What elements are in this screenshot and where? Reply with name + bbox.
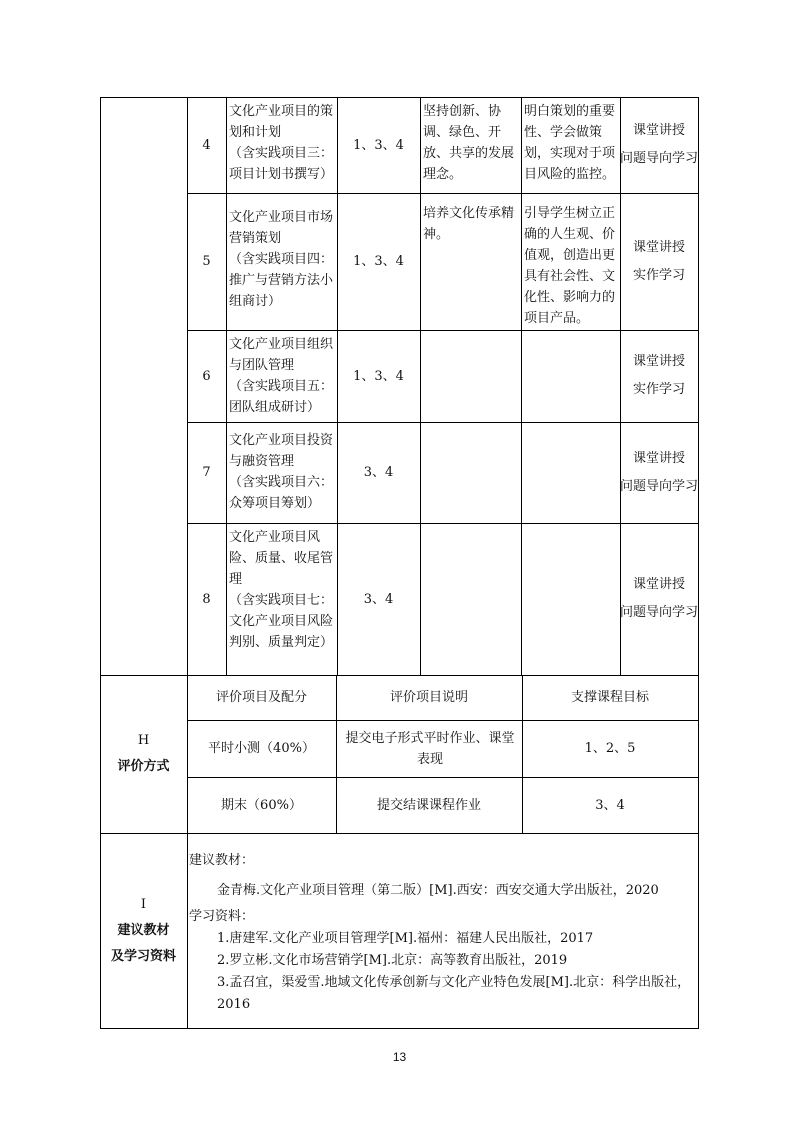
row-ideology: 坚持创新、协调、绿色、开放、共享的发展理念。 bbox=[423, 104, 515, 182]
eval-targets: 3、4 bbox=[595, 797, 625, 813]
row-ideology: 培养文化传承精神。 bbox=[423, 206, 515, 242]
row-method: 课堂讲授 问题导向学习 bbox=[620, 123, 699, 166]
row-method: 课堂讲授 实作学习 bbox=[632, 354, 685, 397]
evaluation-title: 评价方式 bbox=[117, 759, 170, 774]
textbook-heading: 建议教材： bbox=[189, 853, 255, 868]
row-requirement: 引导学生树立正确的人生观、价值观，创造出更具有社会性、文化性、影响力的项目产品。 bbox=[524, 206, 616, 326]
materials-content bbox=[187, 850, 698, 1016]
row-topic: 文化产业项目组织与团队管理 （含实践项目五：团队组成研讨） bbox=[229, 337, 334, 415]
eval-item: 期末（60%） bbox=[221, 797, 302, 813]
row-method: 课堂讲授 实作学习 bbox=[632, 239, 685, 283]
row-topic: 文化产业项目风险、质量、收尾管理 （含实践项目七：文化产业项目风险判别、质量判定） bbox=[229, 530, 334, 650]
row-method: 课堂讲授 问题导向学习 bbox=[620, 450, 699, 494]
table-bottom-border bbox=[100, 1028, 699, 1029]
eval-header-targets: 支撑课程目标 bbox=[570, 690, 649, 705]
row-number: 5 bbox=[202, 254, 211, 269]
section-line bbox=[100, 833, 699, 834]
textbook-entry: 金青梅.文化产业项目管理（第二版）[M].西安：西安交通大学出版社，2020 bbox=[217, 883, 659, 898]
eval-desc: 提交电子形式平时作业、课堂表现 bbox=[345, 730, 515, 767]
materials-label bbox=[100, 833, 187, 1028]
row-targets: 3、4 bbox=[363, 591, 394, 607]
ref-entry: 3.孟召宜，渠爱雪.地域文化传承创新与文化产业特色发展[M].北京：科学出版社，2016 bbox=[217, 975, 691, 1012]
row-targets: 1、3、4 bbox=[353, 254, 404, 269]
table-right-border bbox=[698, 97, 699, 1029]
ref-entry: 1.唐建军.文化产业项目管理学[M].福州：福建人民出版社，2017 bbox=[217, 931, 594, 946]
row-number: 4 bbox=[202, 137, 211, 153]
eval-item: 平时小测（40%） bbox=[208, 741, 315, 756]
row-topic: 文化产业项目投资与融资管理 （含实践项目六：众筹项目筹划） bbox=[229, 433, 334, 511]
materials-title-line1: 建议教材 bbox=[117, 922, 170, 938]
eval-desc: 提交结课课程作业 bbox=[376, 797, 481, 813]
row-method: 课堂讲授 问题导向学习 bbox=[620, 577, 699, 620]
row-number: 6 bbox=[202, 368, 211, 384]
row-targets: 3、4 bbox=[363, 465, 394, 480]
evaluation-label bbox=[100, 675, 187, 833]
eval-targets: 1、2、5 bbox=[584, 741, 636, 756]
materials-letter: I bbox=[140, 896, 147, 912]
row-number: 8 bbox=[202, 591, 211, 607]
row-number: 7 bbox=[202, 465, 211, 480]
row-targets: 1、3、4 bbox=[353, 368, 404, 384]
row-targets: 1、3、4 bbox=[353, 137, 404, 153]
row-topic: 文化产业项目的策划和计划 （含实践项目三：项目计划书撰写） bbox=[229, 104, 334, 182]
materials-title-line2: 及学习资料 bbox=[110, 948, 176, 964]
row-requirement: 明白策划的重要性、学会做策划，实现对于项目风险的监控。 bbox=[524, 104, 616, 182]
row-topic: 文化产业项目市场营销策划 （含实践项目四：推广与营销方法小组商讨） bbox=[229, 210, 334, 309]
eval-header-desc: 评价项目说明 bbox=[389, 690, 468, 705]
refs-heading: 学习资料： bbox=[189, 909, 255, 924]
eval-header-item: 评价项目及配分 bbox=[215, 690, 307, 705]
ref-entry: 2.罗立彬.文化市场营销学[M].北京：高等教育出版社，2019 bbox=[217, 953, 568, 968]
evaluation-letter: H bbox=[137, 733, 150, 748]
page-number: 13 bbox=[392, 1050, 407, 1064]
